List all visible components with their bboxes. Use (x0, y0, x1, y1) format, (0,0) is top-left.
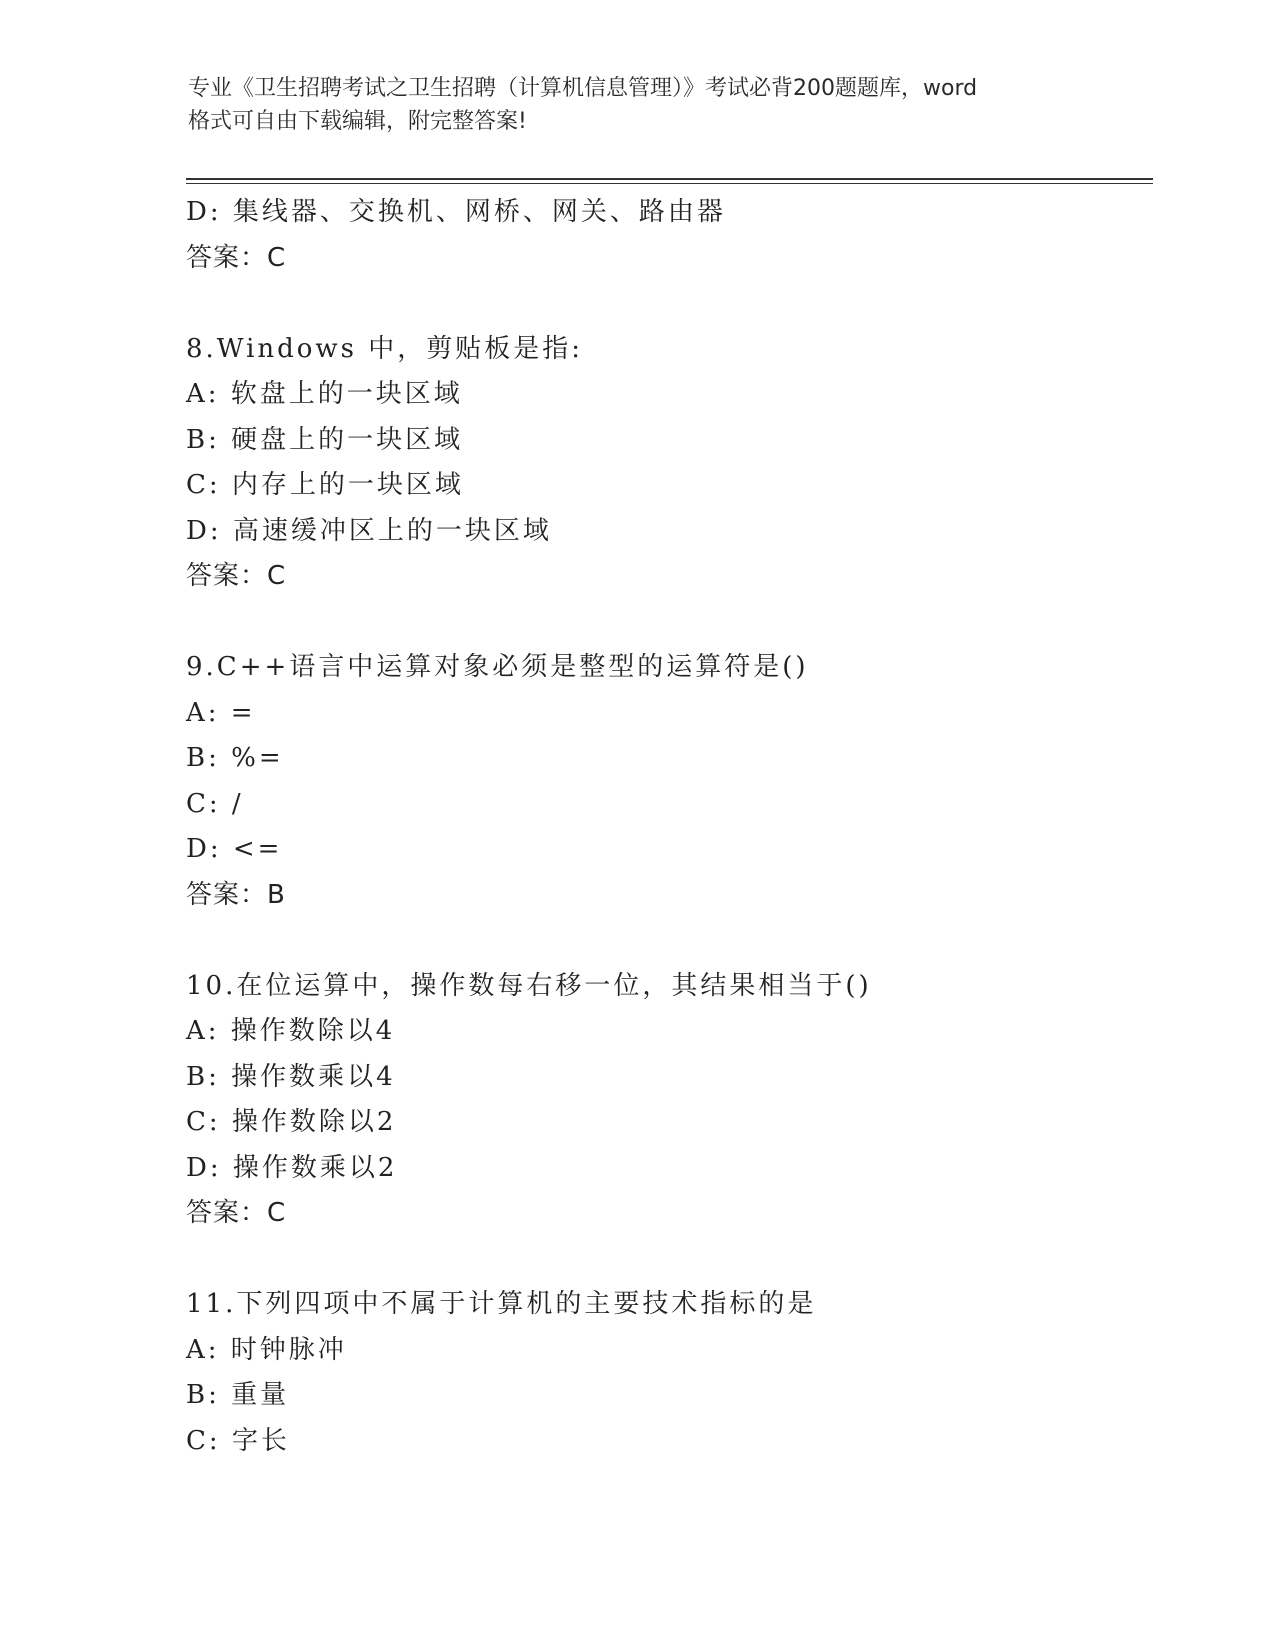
question-11-option-b: B: 重量 (186, 1380, 290, 1410)
question-11-option-c: C: 字长 (186, 1425, 290, 1456)
question-8-option-b: B: 硬盘上的一块区域 (186, 424, 464, 455)
header-divider-thin (186, 183, 1153, 184)
document-header (188, 72, 1108, 138)
question-10-option-a: A: 操作数除以4 (186, 1016, 396, 1046)
question-11-option-a: A: 时钟脉冲 (186, 1334, 347, 1365)
spacer (186, 1237, 1146, 1283)
question-10-stem: 10.在位运算中，操作数每右移一位，其结果相当于() (186, 970, 872, 1001)
header-line-1: 专业《卫生招聘考试之卫生招聘（计算机信息管理）》考试必背200题题库，word (188, 76, 978, 101)
question-8-stem: 8.Windows 中，剪贴板是指: (186, 333, 584, 364)
prev-option-d: D: 集线器、交换机、网桥、网关、路由器 (186, 197, 726, 227)
question-list (186, 190, 1146, 1464)
question-9-answer: 答案：B (186, 879, 286, 910)
header-divider-thick (186, 178, 1153, 180)
question-10-option-b: B: 操作数乘以4 (186, 1061, 396, 1092)
question-9-option-d: D: <= (186, 834, 283, 864)
question-8-option-a: A: 软盘上的一块区域 (186, 379, 463, 409)
header-line-2: 格式可自由下载编辑，附完整答案! (188, 109, 527, 134)
question-8-option-d: D: 高速缓冲区上的一块区域 (186, 515, 552, 546)
question-9-option-a: A: = (186, 697, 256, 728)
spacer (186, 281, 1146, 327)
question-8-answer: 答案：C (186, 561, 287, 591)
question-8-option-c: C: 内存上的一块区域 (186, 470, 464, 500)
question-10-answer: 答案：C (186, 1198, 287, 1228)
question-9-stem: 9.C++语言中运算对象必须是整型的运算符是() (186, 652, 809, 682)
spacer (186, 600, 1146, 646)
prev-answer: 答案：C (186, 242, 287, 273)
spacer (186, 918, 1146, 964)
question-10-option-d: D: 操作数乘以2 (186, 1152, 398, 1183)
question-9-option-c: C: / (186, 788, 244, 819)
question-10-option-c: C: 操作数除以2 (186, 1107, 397, 1137)
question-11-stem: 11.下列四项中不属于计算机的主要技术指标的是 (186, 1289, 817, 1319)
question-9-option-b: B: %= (186, 743, 284, 773)
